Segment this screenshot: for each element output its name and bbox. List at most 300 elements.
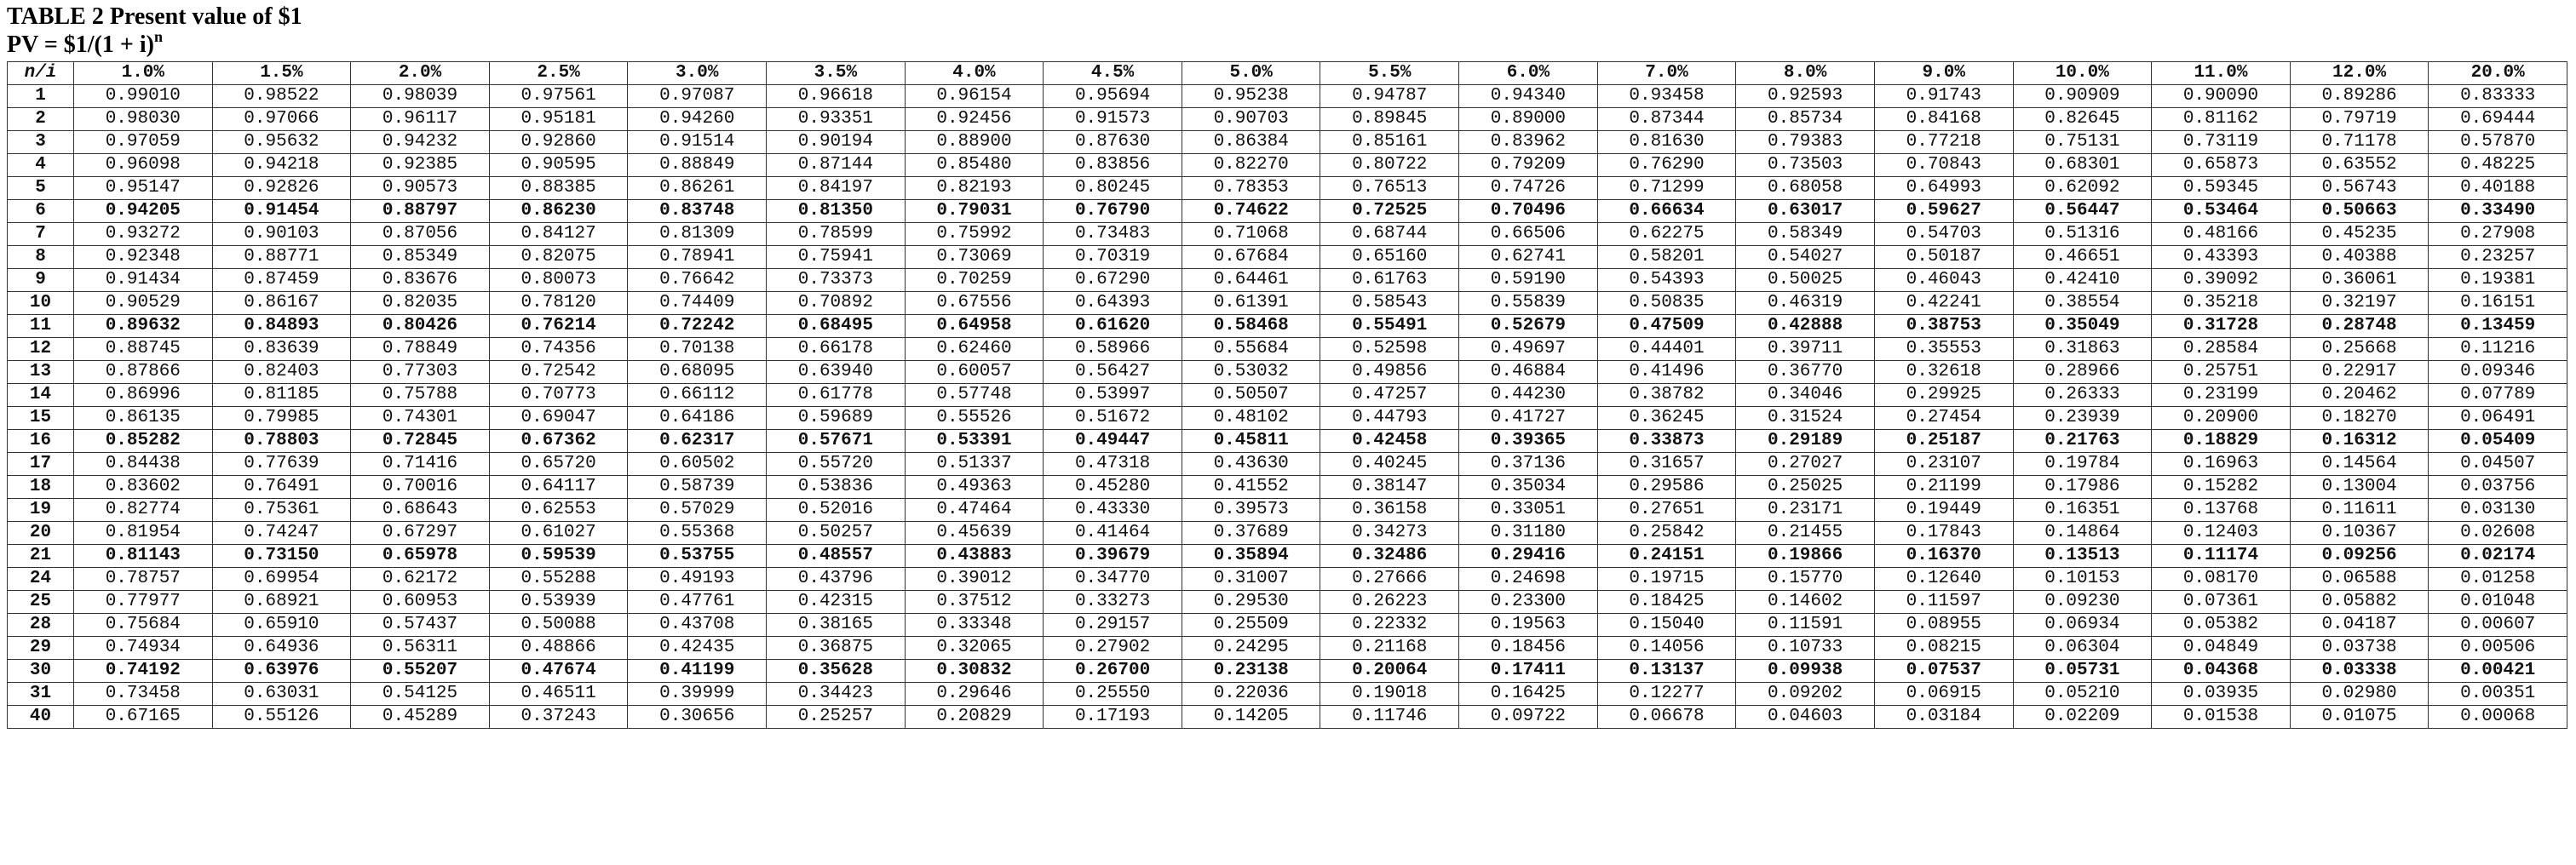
value-cell: 0.49697 — [1459, 338, 1598, 361]
value-cell: 0.77977 — [74, 591, 213, 614]
value-cell: 0.78599 — [767, 223, 906, 246]
table-title: TABLE 2 Present value of $1 — [7, 3, 302, 30]
value-cell: 0.75131 — [2013, 131, 2152, 154]
value-cell: 0.70138 — [628, 338, 767, 361]
value-cell: 0.74934 — [74, 637, 213, 660]
column-header: 8.0% — [1736, 62, 1875, 85]
value-cell: 0.75992 — [905, 223, 1044, 246]
column-header: 20.0% — [2429, 62, 2567, 85]
value-cell: 0.97087 — [628, 85, 767, 108]
value-cell: 0.55368 — [628, 522, 767, 545]
value-cell: 0.64117 — [489, 476, 628, 499]
value-cell: 0.71299 — [1597, 177, 1736, 200]
value-cell: 0.78353 — [1182, 177, 1320, 200]
value-cell: 0.51316 — [2013, 223, 2152, 246]
value-cell: 0.11746 — [1320, 706, 1459, 729]
column-header: 7.0% — [1597, 62, 1736, 85]
value-cell: 0.80245 — [1044, 177, 1182, 200]
value-cell: 0.35628 — [767, 660, 906, 683]
value-cell: 0.02980 — [2290, 683, 2429, 706]
period-cell: 24 — [8, 568, 74, 591]
value-cell: 0.92593 — [1736, 85, 1875, 108]
value-cell: 0.06934 — [2013, 614, 2152, 637]
table-row — [8, 223, 2567, 246]
value-cell: 0.93351 — [767, 108, 906, 131]
value-cell: 0.51672 — [1044, 407, 1182, 430]
value-cell: 0.09346 — [2429, 361, 2567, 384]
value-cell: 0.50835 — [1597, 292, 1736, 315]
period-cell: 17 — [8, 453, 74, 476]
value-cell: 0.21168 — [1320, 637, 1459, 660]
value-cell: 0.17843 — [1874, 522, 2013, 545]
value-cell: 0.53836 — [767, 476, 906, 499]
value-cell: 0.91454 — [212, 200, 351, 223]
value-cell: 0.13004 — [2290, 476, 2429, 499]
value-cell: 0.04507 — [2429, 453, 2567, 476]
value-cell: 0.08955 — [1874, 614, 2013, 637]
value-cell: 0.03738 — [2290, 637, 2429, 660]
value-cell: 0.66506 — [1459, 223, 1598, 246]
value-cell: 0.47257 — [1320, 384, 1459, 407]
value-cell: 0.70496 — [1459, 200, 1598, 223]
value-cell: 0.29646 — [905, 683, 1044, 706]
value-cell: 0.67556 — [905, 292, 1044, 315]
value-cell: 0.58201 — [1597, 246, 1736, 269]
value-cell: 0.50187 — [1874, 246, 2013, 269]
value-cell: 0.38147 — [1320, 476, 1459, 499]
value-cell: 0.41496 — [1597, 361, 1736, 384]
value-cell: 0.90103 — [212, 223, 351, 246]
value-cell: 0.06915 — [1874, 683, 2013, 706]
value-cell: 0.23171 — [1736, 499, 1875, 522]
value-cell: 0.55207 — [351, 660, 490, 683]
value-cell: 0.36770 — [1736, 361, 1875, 384]
value-cell: 0.25842 — [1597, 522, 1736, 545]
value-cell: 0.55526 — [905, 407, 1044, 430]
value-cell: 0.27666 — [1320, 568, 1459, 591]
column-header: 4.5% — [1044, 62, 1182, 85]
value-cell: 0.66112 — [628, 384, 767, 407]
value-cell: 0.71416 — [351, 453, 490, 476]
value-cell: 0.68495 — [767, 315, 906, 338]
value-cell: 0.04187 — [2290, 614, 2429, 637]
value-cell: 0.23107 — [1874, 453, 2013, 476]
value-cell: 0.29189 — [1736, 430, 1875, 453]
value-cell: 0.83639 — [212, 338, 351, 361]
value-cell: 0.55491 — [1320, 315, 1459, 338]
value-cell: 0.68643 — [351, 499, 490, 522]
value-cell: 0.86135 — [74, 407, 213, 430]
value-cell: 0.91434 — [74, 269, 213, 292]
period-cell: 10 — [8, 292, 74, 315]
value-cell: 0.48166 — [2152, 223, 2291, 246]
value-cell: 0.32618 — [1874, 361, 2013, 384]
period-cell: 1 — [8, 85, 74, 108]
column-header: 4.0% — [905, 62, 1044, 85]
value-cell: 0.51337 — [905, 453, 1044, 476]
period-cell: 11 — [8, 315, 74, 338]
value-cell: 0.61391 — [1182, 292, 1320, 315]
period-cell: 6 — [8, 200, 74, 223]
value-cell: 0.49363 — [905, 476, 1044, 499]
value-cell: 0.33348 — [905, 614, 1044, 637]
value-cell: 0.45235 — [2290, 223, 2429, 246]
value-cell: 0.33873 — [1597, 430, 1736, 453]
value-cell: 0.74726 — [1459, 177, 1598, 200]
value-cell: 0.25751 — [2152, 361, 2291, 384]
value-cell: 0.27651 — [1597, 499, 1736, 522]
period-cell: 4 — [8, 154, 74, 177]
value-cell: 0.25509 — [1182, 614, 1320, 637]
value-cell: 0.16351 — [2013, 499, 2152, 522]
value-cell: 0.84127 — [489, 223, 628, 246]
table-row — [8, 545, 2567, 568]
value-cell: 0.35894 — [1182, 545, 1320, 568]
value-cell: 0.72525 — [1320, 200, 1459, 223]
value-cell: 0.22036 — [1182, 683, 1320, 706]
value-cell: 0.57870 — [2429, 131, 2567, 154]
value-cell: 0.79031 — [905, 200, 1044, 223]
value-cell: 0.52598 — [1320, 338, 1459, 361]
value-cell: 0.13513 — [2013, 545, 2152, 568]
value-cell: 0.55720 — [767, 453, 906, 476]
value-cell: 0.62172 — [351, 568, 490, 591]
header-row — [8, 62, 2567, 85]
value-cell: 0.94340 — [1459, 85, 1598, 108]
value-cell: 0.96098 — [74, 154, 213, 177]
value-cell: 0.62275 — [1597, 223, 1736, 246]
value-cell: 0.06588 — [2290, 568, 2429, 591]
value-cell: 0.00421 — [2429, 660, 2567, 683]
value-cell: 0.25257 — [767, 706, 906, 729]
value-cell: 0.50088 — [489, 614, 628, 637]
value-cell: 0.02174 — [2429, 545, 2567, 568]
column-header: 10.0% — [2013, 62, 2152, 85]
value-cell: 0.95147 — [74, 177, 213, 200]
value-cell: 0.89845 — [1320, 108, 1459, 131]
table-row — [8, 177, 2567, 200]
value-cell: 0.72242 — [628, 315, 767, 338]
value-cell: 0.99010 — [74, 85, 213, 108]
value-cell: 0.82270 — [1182, 154, 1320, 177]
value-cell: 0.53391 — [905, 430, 1044, 453]
present-value-table — [7, 61, 2567, 729]
value-cell: 0.59345 — [2152, 177, 2291, 200]
value-cell: 0.14602 — [1736, 591, 1875, 614]
value-cell: 0.91743 — [1874, 85, 2013, 108]
value-cell: 0.88745 — [74, 338, 213, 361]
value-cell: 0.57437 — [351, 614, 490, 637]
value-cell: 0.07361 — [2152, 591, 2291, 614]
value-cell: 0.85734 — [1736, 108, 1875, 131]
value-cell: 0.27454 — [1874, 407, 2013, 430]
table-row — [8, 706, 2567, 729]
value-cell: 0.83748 — [628, 200, 767, 223]
value-cell: 0.29157 — [1044, 614, 1182, 637]
value-cell: 0.36875 — [767, 637, 906, 660]
value-cell: 0.47318 — [1044, 453, 1182, 476]
value-cell: 0.54393 — [1597, 269, 1736, 292]
value-cell: 0.50663 — [2290, 200, 2429, 223]
value-cell: 0.94205 — [74, 200, 213, 223]
value-cell: 0.61620 — [1044, 315, 1182, 338]
table-row — [8, 246, 2567, 269]
value-cell: 0.03184 — [1874, 706, 2013, 729]
value-cell: 0.87344 — [1597, 108, 1736, 131]
value-cell: 0.05210 — [2013, 683, 2152, 706]
period-cell: 19 — [8, 499, 74, 522]
value-cell: 0.59190 — [1459, 269, 1598, 292]
column-header: 2.5% — [489, 62, 628, 85]
value-cell: 0.66178 — [767, 338, 906, 361]
value-cell: 0.74409 — [628, 292, 767, 315]
value-cell: 0.69047 — [489, 407, 628, 430]
value-cell: 0.37689 — [1182, 522, 1320, 545]
value-cell: 0.65160 — [1320, 246, 1459, 269]
value-cell: 0.16370 — [1874, 545, 2013, 568]
value-cell: 0.47674 — [489, 660, 628, 683]
value-cell: 0.97561 — [489, 85, 628, 108]
column-header: 12.0% — [2290, 62, 2429, 85]
value-cell: 0.34770 — [1044, 568, 1182, 591]
value-cell: 0.50257 — [767, 522, 906, 545]
value-cell: 0.07789 — [2429, 384, 2567, 407]
value-cell: 0.11216 — [2429, 338, 2567, 361]
value-cell: 0.58468 — [1182, 315, 1320, 338]
value-cell: 0.18270 — [2290, 407, 2429, 430]
value-cell: 0.09202 — [1736, 683, 1875, 706]
table-row — [8, 338, 2567, 361]
value-cell: 0.63031 — [212, 683, 351, 706]
value-cell: 0.43330 — [1044, 499, 1182, 522]
value-cell: 0.12403 — [2152, 522, 2291, 545]
value-cell: 0.68058 — [1736, 177, 1875, 200]
value-cell: 0.37136 — [1459, 453, 1598, 476]
value-cell: 0.96618 — [767, 85, 906, 108]
value-cell: 0.87144 — [767, 154, 906, 177]
value-cell: 0.36158 — [1320, 499, 1459, 522]
value-cell: 0.92456 — [905, 108, 1044, 131]
value-cell: 0.42241 — [1874, 292, 2013, 315]
value-cell: 0.76790 — [1044, 200, 1182, 223]
value-cell: 0.15282 — [2152, 476, 2291, 499]
value-cell: 0.97066 — [212, 108, 351, 131]
value-cell: 0.90090 — [2152, 85, 2291, 108]
value-cell: 0.70259 — [905, 269, 1044, 292]
value-cell: 0.42458 — [1320, 430, 1459, 453]
value-cell: 0.34273 — [1320, 522, 1459, 545]
value-cell: 0.41464 — [1044, 522, 1182, 545]
value-cell: 0.44401 — [1597, 338, 1736, 361]
value-cell: 0.61027 — [489, 522, 628, 545]
value-cell: 0.87630 — [1044, 131, 1182, 154]
column-header: 5.5% — [1320, 62, 1459, 85]
value-cell: 0.15770 — [1736, 568, 1875, 591]
value-cell: 0.81309 — [628, 223, 767, 246]
value-cell: 0.31657 — [1597, 453, 1736, 476]
value-cell: 0.28966 — [2013, 361, 2152, 384]
value-cell: 0.42315 — [767, 591, 906, 614]
period-cell: 9 — [8, 269, 74, 292]
value-cell: 0.40388 — [2290, 246, 2429, 269]
value-cell: 0.29530 — [1182, 591, 1320, 614]
value-cell: 0.82645 — [2013, 108, 2152, 131]
value-cell: 0.18456 — [1459, 637, 1598, 660]
value-cell: 0.69954 — [212, 568, 351, 591]
value-cell: 0.57748 — [905, 384, 1044, 407]
value-cell: 0.41199 — [628, 660, 767, 683]
value-cell: 0.43630 — [1182, 453, 1320, 476]
value-cell: 0.19784 — [2013, 453, 2152, 476]
value-cell: 0.64993 — [1874, 177, 2013, 200]
value-cell: 0.62092 — [2013, 177, 2152, 200]
value-cell: 0.72542 — [489, 361, 628, 384]
value-cell: 0.22917 — [2290, 361, 2429, 384]
value-cell: 0.48866 — [489, 637, 628, 660]
value-cell: 0.87056 — [351, 223, 490, 246]
value-cell: 0.27027 — [1736, 453, 1875, 476]
value-cell: 0.62317 — [628, 430, 767, 453]
value-cell: 0.55126 — [212, 706, 351, 729]
column-header: 1.0% — [74, 62, 213, 85]
value-cell: 0.68744 — [1320, 223, 1459, 246]
value-cell: 0.98039 — [351, 85, 490, 108]
value-cell: 0.74247 — [212, 522, 351, 545]
value-cell: 0.04849 — [2152, 637, 2291, 660]
value-cell: 0.82193 — [905, 177, 1044, 200]
table-row — [8, 476, 2567, 499]
value-cell: 0.40188 — [2429, 177, 2567, 200]
value-cell: 0.61778 — [767, 384, 906, 407]
value-cell: 0.39012 — [905, 568, 1044, 591]
value-cell: 0.85349 — [351, 246, 490, 269]
value-cell: 0.23199 — [2152, 384, 2291, 407]
value-cell: 0.01048 — [2429, 591, 2567, 614]
value-cell: 0.20064 — [1320, 660, 1459, 683]
table-row — [8, 591, 2567, 614]
value-cell: 0.26700 — [1044, 660, 1182, 683]
value-cell: 0.53032 — [1182, 361, 1320, 384]
value-cell: 0.06678 — [1597, 706, 1736, 729]
value-cell: 0.44230 — [1459, 384, 1598, 407]
value-cell: 0.24698 — [1459, 568, 1598, 591]
value-cell: 0.15040 — [1597, 614, 1736, 637]
value-cell: 0.12640 — [1874, 568, 2013, 591]
value-cell: 0.43708 — [628, 614, 767, 637]
value-cell: 0.40245 — [1320, 453, 1459, 476]
value-cell: 0.07537 — [1874, 660, 2013, 683]
value-cell: 0.00506 — [2429, 637, 2567, 660]
value-cell: 0.17193 — [1044, 706, 1182, 729]
value-cell: 0.59539 — [489, 545, 628, 568]
value-cell: 0.09722 — [1459, 706, 1598, 729]
value-cell: 0.65873 — [2152, 154, 2291, 177]
value-cell: 0.89000 — [1459, 108, 1598, 131]
value-cell: 0.64958 — [905, 315, 1044, 338]
value-cell: 0.35034 — [1459, 476, 1598, 499]
value-cell: 0.55684 — [1182, 338, 1320, 361]
value-cell: 0.92385 — [351, 154, 490, 177]
value-cell: 0.68095 — [628, 361, 767, 384]
value-cell: 0.78120 — [489, 292, 628, 315]
value-cell: 0.67684 — [1182, 246, 1320, 269]
value-cell: 0.78941 — [628, 246, 767, 269]
value-cell: 0.95181 — [489, 108, 628, 131]
table-row — [8, 660, 2567, 683]
value-cell: 0.47509 — [1597, 315, 1736, 338]
value-cell: 0.53755 — [628, 545, 767, 568]
period-cell: 3 — [8, 131, 74, 154]
value-cell: 0.28584 — [2152, 338, 2291, 361]
value-cell: 0.11174 — [2152, 545, 2291, 568]
column-header: 2.0% — [351, 62, 490, 85]
value-cell: 0.05409 — [2429, 430, 2567, 453]
value-cell: 0.43393 — [2152, 246, 2291, 269]
value-cell: 0.66634 — [1597, 200, 1736, 223]
table-row — [8, 614, 2567, 637]
value-cell: 0.59627 — [1874, 200, 2013, 223]
value-cell: 0.16425 — [1459, 683, 1598, 706]
value-cell: 0.39365 — [1459, 430, 1598, 453]
value-cell: 0.88797 — [351, 200, 490, 223]
value-cell: 0.13137 — [1597, 660, 1736, 683]
value-cell: 0.21199 — [1874, 476, 2013, 499]
value-cell: 0.68921 — [212, 591, 351, 614]
value-cell: 0.85282 — [74, 430, 213, 453]
value-cell: 0.81954 — [74, 522, 213, 545]
value-cell: 0.77639 — [212, 453, 351, 476]
value-cell: 0.10733 — [1736, 637, 1875, 660]
value-cell: 0.47464 — [905, 499, 1044, 522]
value-cell: 0.13768 — [2152, 499, 2291, 522]
value-cell: 0.86996 — [74, 384, 213, 407]
value-cell: 0.02209 — [2013, 706, 2152, 729]
value-cell: 0.84893 — [212, 315, 351, 338]
value-cell: 0.26333 — [2013, 384, 2152, 407]
value-cell: 0.42435 — [628, 637, 767, 660]
period-cell: 12 — [8, 338, 74, 361]
value-cell: 0.27908 — [2429, 223, 2567, 246]
value-cell: 0.81185 — [212, 384, 351, 407]
value-cell: 0.53997 — [1044, 384, 1182, 407]
value-cell: 0.25550 — [1044, 683, 1182, 706]
value-cell: 0.94232 — [351, 131, 490, 154]
value-cell: 0.76491 — [212, 476, 351, 499]
formula — [7, 27, 2567, 60]
value-cell: 0.29586 — [1597, 476, 1736, 499]
value-cell: 0.32197 — [2290, 292, 2429, 315]
value-cell: 0.10153 — [2013, 568, 2152, 591]
value-cell: 0.46884 — [1459, 361, 1598, 384]
value-cell: 0.06304 — [2013, 637, 2152, 660]
document — [7, 3, 2567, 729]
value-cell: 0.39679 — [1044, 545, 1182, 568]
table-row — [8, 568, 2567, 591]
value-cell: 0.65978 — [351, 545, 490, 568]
value-cell: 0.73483 — [1044, 223, 1182, 246]
value-cell: 0.82403 — [212, 361, 351, 384]
value-cell: 0.67297 — [351, 522, 490, 545]
value-cell: 0.21455 — [1736, 522, 1875, 545]
value-cell: 0.38753 — [1874, 315, 2013, 338]
value-cell: 0.02608 — [2429, 522, 2567, 545]
value-cell: 0.10367 — [2290, 522, 2429, 545]
value-cell: 0.89632 — [74, 315, 213, 338]
value-cell: 0.47761 — [628, 591, 767, 614]
value-cell: 0.03130 — [2429, 499, 2567, 522]
value-cell: 0.20462 — [2290, 384, 2429, 407]
value-cell: 0.94218 — [212, 154, 351, 177]
